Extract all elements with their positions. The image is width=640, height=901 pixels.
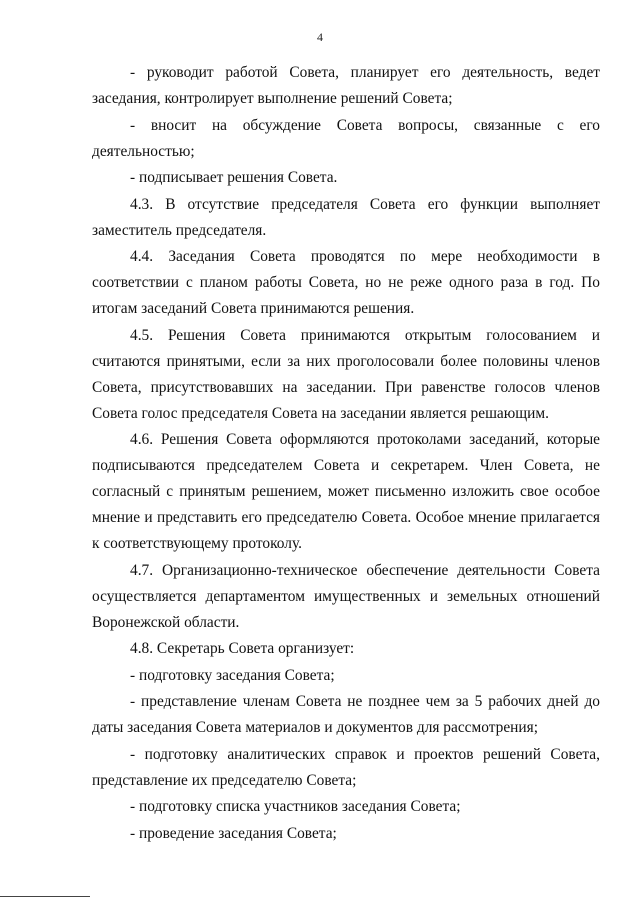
- paragraph-chair-duties-3: - подписывает решения Совета.: [130, 169, 338, 186]
- paragraph-4-5: 4.5. Решения Совета принимаются открытым голосованием и считаются принятыми, если за них проголосовали более половины членов Совета, присутствовавших на заседании. При равенстве голосов членов Совета голос председателя Совета на заседании является решающим.: [92, 326, 600, 422]
- document-body: [92, 60, 600, 847]
- paragraph-secretary-duty-2: - представление членам Совета не позднее чем за 5 рабочих дней до даты заседания Совета материалов и документов для рассмотрения;: [92, 693, 600, 736]
- bottom-edge-line: [0, 896, 90, 897]
- paragraph-secretary-duty-1: - подготовку заседания Совета;: [130, 666, 335, 684]
- page-number: 4: [317, 30, 323, 44]
- paragraph-4-3: 4.3. В отсутствие председателя Совета его функции выполняет заместитель председателя.: [92, 195, 600, 239]
- paragraph-secretary-duty-5: - проведение заседания Совета;: [130, 824, 337, 842]
- paragraph-4-6: 4.6. Решения Совета оформляются протоколами заседаний, которые подписываются председателем Совета и секретарем. Член Совета, не согласный с принятым решением, может письменно изложить свое особое мнение и представить его председателю Совета. Особое мнение прилагается к соответствующему протоколу.: [92, 431, 600, 552]
- paragraph-chair-duties-2: - вносит на обсуждение Совета вопросы, связанные с его деятельностью;: [92, 116, 600, 160]
- paragraph-secretary-duty-3: - подготовку аналитических справок и проектов решений Совета, представление их председателю Совета;: [92, 745, 600, 789]
- paragraph-secretary-duty-4: - подготовку списка участников заседания Совета;: [130, 798, 461, 815]
- paragraph-chair-duties-1: - руководит работой Совета, планирует его деятельность, ведет заседания, контролирует выполнение решений Совета;: [92, 64, 600, 107]
- paragraph-4-8: 4.8. Секретарь Совета организует:: [130, 640, 355, 657]
- paragraph-4-4: 4.4. Заседания Совета проводятся по мере необходимости в соответствии с планом работы Совета, но не реже одного раза в год. По итогам заседаний Совета принимаются решения.: [92, 248, 600, 317]
- paragraph-4-7: 4.7. Организационно-техническое обеспечение деятельности Совета осуществляется департаментом имущественных и земельных отношений Воронежской области.: [92, 561, 600, 631]
